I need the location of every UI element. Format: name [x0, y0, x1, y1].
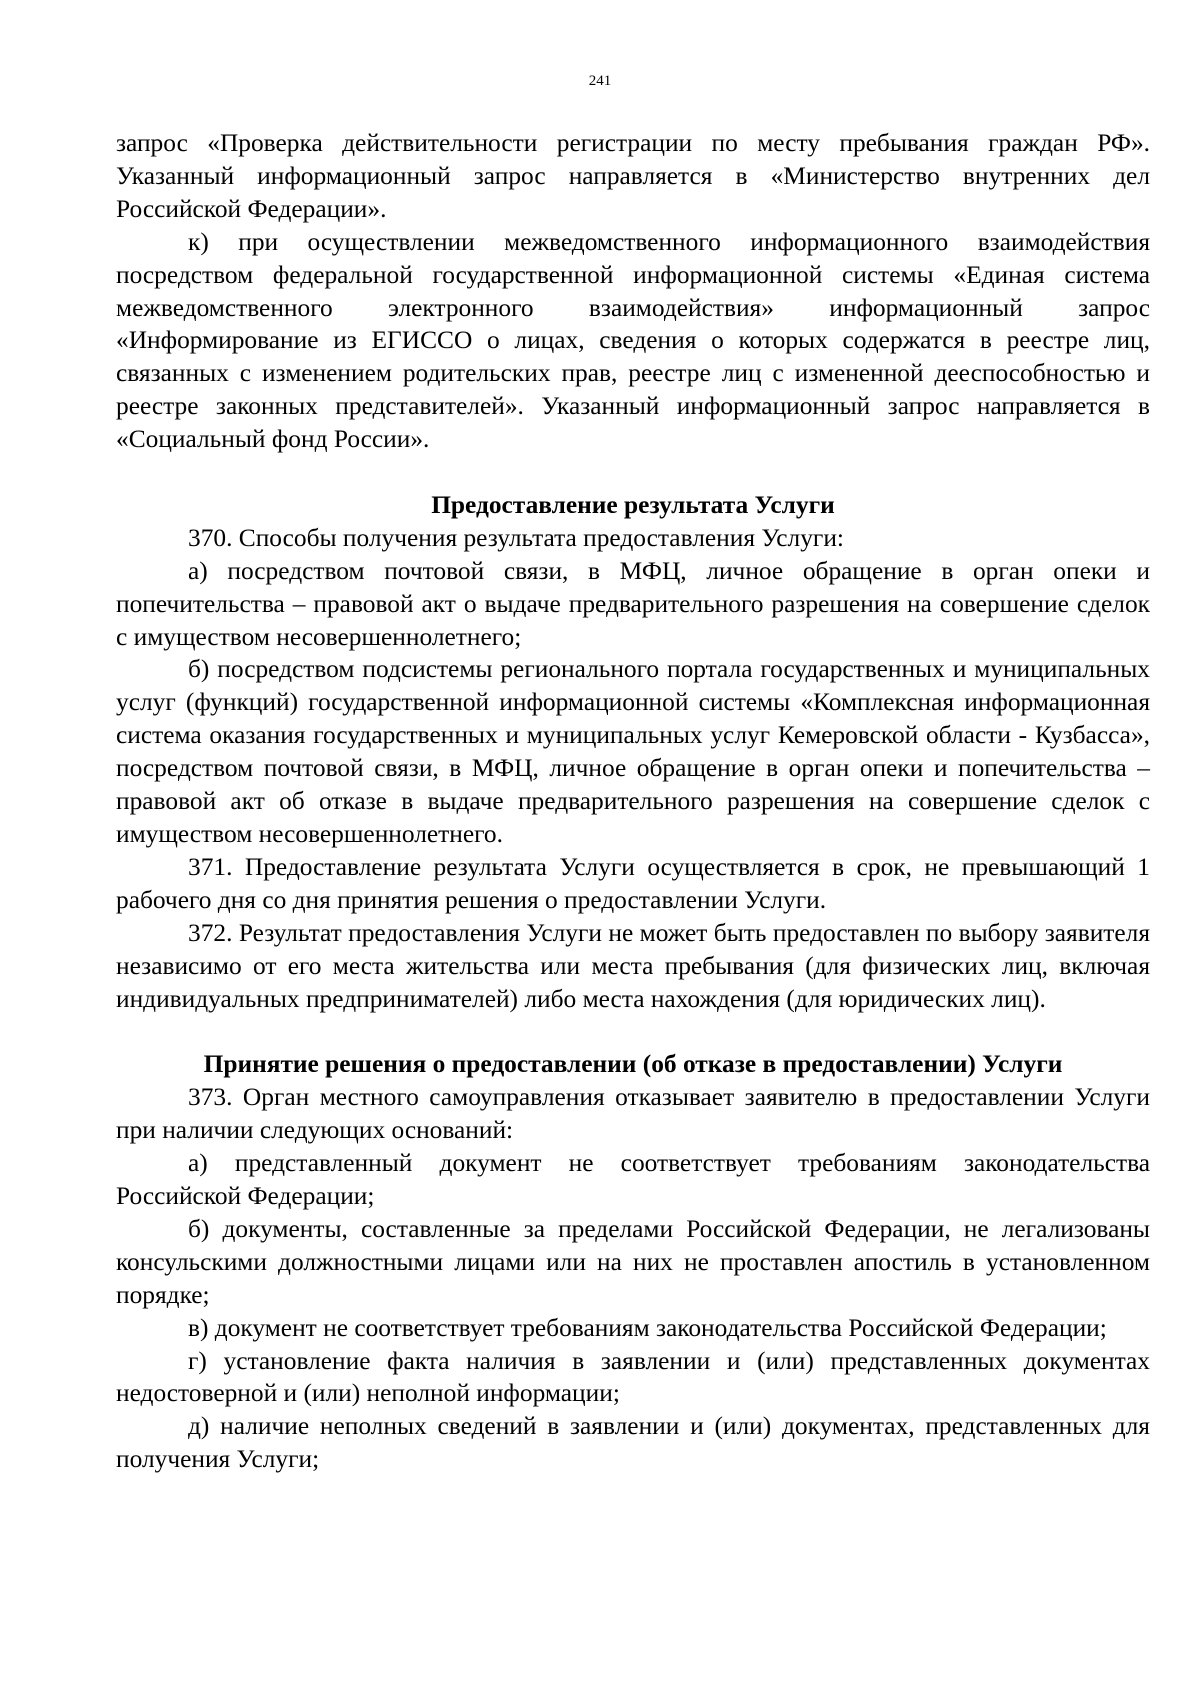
spacer — [116, 456, 1150, 489]
paragraph-item-k: к) при осуществлении межведомственного информационного взаимодействия посредством федеральной государственной информационной системы «Единая система межведомственного электронного взаимодействия» информационный запрос «Информирование из ЕГИССО о лицах, сведения о которых содержатся в реестре лиц, связанных с изменением родительских прав, реестре лиц с измененной дееспособностью и реестре законных представителей». Указанный информационный запрос направляется в «Социальный фонд России». — [116, 227, 1150, 454]
spacer — [116, 1015, 1150, 1048]
section-heading-decision: Принятие решения о предоставлении (об отказе в предоставлении) Услуги — [203, 1050, 1063, 1079]
paragraph-371: 371. Предоставление результата Услуги осуществляется в срок, не превышающий 1 рабочего дня со дня принятия решения о предоставлении Услуги. — [116, 852, 1150, 914]
page-number: 241 — [588, 73, 612, 89]
paragraph-372: 372. Результат предоставления Услуги не может быть предоставлен по выбору заявителя независимо от его места жительства или места пребывания (для физических лиц, включая индивидуальных предпринимателей) либо места нахождения (для юридических лиц). — [116, 918, 1150, 1013]
paragraph-373: 373. Орган местного самоуправления отказывает заявителю в предоставлении Услуги при наличии следующих оснований: — [116, 1083, 1150, 1145]
paragraph-373-d: д) наличие неполных сведений в заявлении и (или) документах, представленных для получения Услуги; — [116, 1412, 1150, 1474]
paragraph-370: 370. Способы получения результата предоставления Услуги: — [188, 523, 844, 552]
section-heading-result: Предоставление результата Услуги — [431, 490, 835, 519]
paragraph-370-a: а) посредством почтовой связи, в МФЦ, личное обращение в орган опеки и попечительства – правовой акт о выдаче предварительного разрешения на совершение сделок с имуществом несовершеннолетнего; — [116, 556, 1150, 651]
paragraph-370-b: б) посредством подсистемы регионального портала государственных и муниципальных услуг (функций) государственной информационной системы «Комплексная информационная система оказания государственных и муниципальных услуг Кемеровской области - Кузбасса», посредством почтовой связи, в МФЦ, личное обращение в орган опеки и попечительства – правовой акт об отказе в выдаче предварительного разрешения на совершение сделок с имуществом несовершеннолетнего. — [116, 655, 1150, 849]
paragraph-373-b: б) документы, составленные за пределами Российской Федерации, не легализованы консульскими должностными лицами или на них не проставлен апостиль в установленном порядке; — [116, 1214, 1150, 1309]
document-body — [116, 127, 1150, 1476]
paragraph-373-g: г) установление факта наличия в заявлении и (или) представленных документах недостоверной и (или) неполной информации; — [116, 1346, 1150, 1408]
paragraph-373-v: в) документ не соответствует требованиям законодательства Российской Федерации; — [188, 1313, 1107, 1342]
paragraph-continuation: запрос «Проверка действительности регистрации по месту пребывания граждан РФ». Указанный информационный запрос направляется в «Министерство внутренних дел Российской Федерации». — [116, 129, 1150, 223]
paragraph-373-a: а) представленный документ не соответствует требованиям законодательства Российской Федерации; — [116, 1149, 1150, 1210]
